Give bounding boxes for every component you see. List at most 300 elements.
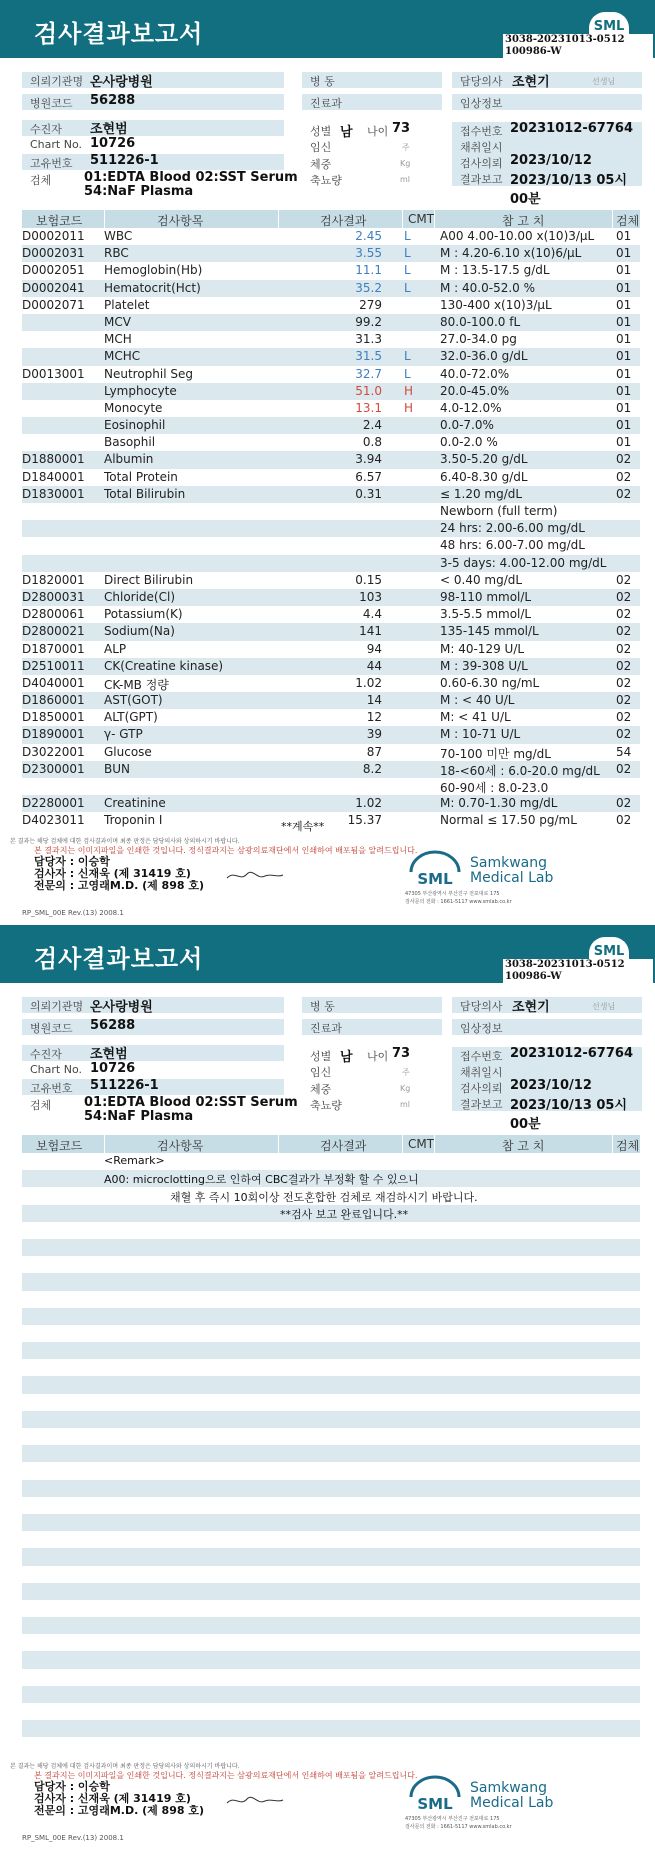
table-row [22, 812, 640, 829]
remarks-table [22, 1153, 640, 1755]
id-value-2: 511226-1 [90, 1078, 159, 1093]
result-flag: H [404, 400, 414, 415]
table-row [22, 1376, 640, 1393]
doctor-value: 조현기 [512, 75, 550, 90]
chart-label-2: Chart No. [30, 1063, 82, 1076]
manager: 담당자 : 이승학 [34, 855, 110, 868]
table-row [22, 1669, 640, 1686]
sml-logo-icon: SML [589, 12, 629, 44]
weight-unit: Kg [400, 159, 411, 168]
result-value: 94 [366, 641, 382, 656]
table-row [22, 1256, 640, 1273]
sml-lab-logo-icon [405, 850, 465, 890]
result-flag: H [404, 383, 414, 398]
result-reference: M : 4.20-6.10 x(10)6/μL [440, 246, 582, 261]
table-row [22, 314, 640, 331]
table-row [22, 1514, 640, 1531]
table-row [22, 658, 640, 675]
table-row [22, 520, 640, 537]
name-label-2: 수진자 [30, 1048, 62, 1061]
hospital-code-label: 병원코드 [30, 97, 73, 110]
result-specimen: 01 [616, 314, 632, 329]
result-reference: M : 10-71 U/L [440, 727, 521, 742]
result-specimen: 02 [616, 607, 632, 622]
request-date-label: 검사의뢰 [460, 157, 503, 170]
dept-label: 진료과 [310, 97, 342, 110]
col-specimen: 검체 [616, 214, 640, 228]
specimen-value-2-2: 54:NaF Plasma [84, 1109, 194, 1124]
request-date-value-2: 2023/10/12 [510, 1078, 592, 1093]
result-reference: Newborn (full term) [440, 504, 558, 518]
result-reference: 40.0-72.0% [440, 366, 510, 381]
result-item: γ- GTP [104, 727, 143, 742]
result-value: 39 [366, 727, 382, 742]
result-specimen: 02 [616, 641, 632, 656]
table-row [22, 795, 640, 812]
result-value: 0.31 [355, 486, 382, 501]
result-reference: 130-400 x(10)3/μL [440, 297, 552, 312]
result-code: D0002051 [22, 263, 85, 278]
form-revision: RP_SML_00E Rev.(13) 2008.1 [22, 909, 124, 917]
table-row [22, 744, 640, 761]
result-flag: L [404, 366, 411, 381]
result-specimen: 01 [616, 280, 632, 295]
result-value: 32.7 [355, 366, 382, 381]
report-date-value: 2023/10/13 05시00분 [510, 173, 628, 207]
result-item: MCHC [104, 349, 141, 364]
result-specimen: 01 [616, 366, 632, 381]
result-reference: 135-145 mmol/L [440, 624, 539, 639]
sml-lab-logo-icon-2 [405, 1775, 465, 1815]
table-row [22, 1566, 640, 1583]
table-row [22, 1617, 640, 1634]
result-code: D2800021 [22, 624, 85, 639]
result-specimen: 02 [616, 813, 632, 828]
result-reference: A00 4.00-10.00 x(10)3/μL [440, 229, 595, 243]
result-reference: 18-<60세 : 6.0-20.0 mg/dL [440, 763, 600, 778]
table-row [22, 1325, 640, 1342]
report-page-2 [0, 925, 655, 1850]
weight-label-2: 체중 [310, 1083, 332, 1096]
table-row [22, 709, 640, 726]
table-row [22, 675, 640, 692]
result-specimen: 01 [616, 418, 632, 433]
table-row [22, 692, 640, 709]
result-item: Eosinophil [104, 418, 166, 433]
result-specimen: 02 [616, 572, 632, 587]
hospital-code-label-2: 병원코드 [30, 1022, 73, 1035]
table-row [22, 641, 640, 658]
table-row [22, 726, 640, 743]
result-item: MCV [104, 314, 131, 329]
result-reference: M: 0.70-1.30 mg/dL [440, 796, 558, 811]
remark-line-1: A00: microclotting으로 인하여 CBC결과가 부정확 할 수 있으니 [104, 1173, 419, 1186]
result-item: ALP [104, 641, 127, 656]
footer-disclaimer-2: 본 결과는 해당 검체에 대한 검사결과이며 최종 판정은 담당의사와 상의하시기 바랍니다. [10, 1763, 240, 1770]
request-date-value: 2023/10/12 [510, 153, 592, 168]
col-item: 검사항목 [157, 214, 204, 228]
result-item: Chloride(Cl) [104, 589, 176, 604]
table-row [22, 1548, 640, 1565]
request-number-2: 3038-20231013-0512 100986-W [503, 959, 653, 983]
result-flag: L [404, 280, 411, 295]
result-reference: 4.0-12.0% [440, 400, 502, 415]
result-specimen: 02 [616, 486, 632, 501]
lab-address: 47305 부산광역시 부산진구 전포대로 175 검사문의 전화 : 1661-5117 www.smlab.co.kr [405, 891, 512, 905]
result-value: 1.02 [355, 796, 382, 811]
table-row [22, 1445, 640, 1462]
table-row [22, 486, 640, 503]
table-row [22, 245, 640, 262]
doctor-value-2: 조현기 [512, 1000, 550, 1015]
inspector: 검사자 : 신재욱 (제 31419 호) [34, 867, 191, 880]
table-row [22, 1720, 640, 1737]
result-code: D1890001 [22, 727, 85, 742]
result-code: D3022001 [22, 744, 85, 759]
result-reference: 20.0-45.0% [440, 383, 510, 398]
result-value: 87 [366, 744, 382, 759]
result-code: D2300001 [22, 761, 85, 776]
result-flag: L [404, 263, 411, 278]
table-row [22, 1583, 640, 1600]
lab-name: Samkwang Medical Lab [470, 855, 554, 886]
specimen-value-1-2: 01:EDTA Blood 02:SST Serum [84, 1095, 298, 1110]
table-row [22, 589, 640, 606]
request-date-label-2: 검사의뢰 [460, 1082, 503, 1095]
doctor-label: 담당의사 [460, 75, 503, 88]
specimen-value-2: 54:NaF Plasma [84, 184, 194, 199]
table-row [22, 280, 640, 297]
specialist: 전문의 : 고영래M.D. (제 898 호) [34, 879, 205, 892]
signature-icon [225, 868, 285, 884]
age-label: 나이 [367, 125, 389, 138]
report-date-label: 결과보고 [460, 173, 503, 186]
institution-label-2: 의뢰기관명 [30, 1000, 84, 1013]
result-flag: L [404, 246, 411, 261]
ward-label: 병 동 [310, 75, 335, 88]
inspector-2: 검사자 : 신재욱 (제 31419 호) [34, 1792, 191, 1805]
urine-label-2: 축뇨량 [310, 1099, 342, 1112]
signatures-2 [34, 1781, 204, 1817]
receipt-value: 20231012-67764 [510, 121, 633, 136]
id-value: 511226-1 [90, 153, 159, 168]
result-reference: 0.0-2.0 % [440, 435, 498, 450]
result-value: 6.57 [355, 469, 382, 484]
table-row [22, 434, 640, 451]
table-row [22, 366, 640, 383]
request-number: 3038-20231013-0512 100986-W [503, 34, 653, 58]
table-row [22, 1222, 640, 1239]
result-item: Basophil [104, 435, 156, 450]
result-value: 14 [366, 693, 382, 708]
result-code: D2510011 [22, 658, 85, 673]
result-code: D1840001 [22, 469, 85, 484]
result-value: 51.0 [355, 383, 382, 398]
chart-label: Chart No. [30, 138, 82, 151]
result-specimen: 02 [616, 727, 632, 742]
result-code: D1820001 [22, 572, 85, 587]
institution-label: 의뢰기관명 [30, 75, 84, 88]
result-item: MCH [104, 332, 132, 347]
table-row [22, 572, 640, 589]
lab-address-2: 47305 부산광역시 부산진구 전포대로 175 검사문의 전화 : 1661-5117 www.smlab.co.kr [405, 1816, 512, 1830]
result-specimen: 02 [616, 469, 632, 484]
result-value: 99.2 [355, 314, 382, 329]
result-code: D1870001 [22, 641, 85, 656]
result-reference: 3.5-5.5 mmol/L [440, 607, 532, 622]
table-row [22, 297, 640, 314]
table-row [22, 1428, 640, 1445]
pregnancy-unit-2: 주 [402, 1068, 410, 1077]
table-row [22, 1291, 640, 1308]
result-flag: L [404, 349, 411, 364]
result-item: Sodium(Na) [104, 624, 175, 639]
result-reference: 6.40-8.30 g/dL [440, 469, 528, 484]
table-row [22, 417, 640, 434]
result-value: 15.37 [347, 813, 382, 828]
report-header [0, 0, 655, 58]
result-reference: 0.0-7.0% [440, 418, 494, 433]
table-row [22, 1634, 640, 1651]
remark-header: <Remark> [104, 1154, 165, 1167]
col-ref-2: 참 고 치 [502, 1139, 545, 1153]
col-result: 검사결과 [320, 214, 367, 228]
result-reference: 0.60-6.30 ng/mL [440, 675, 540, 690]
result-value: 11.1 [355, 263, 382, 278]
pregnancy-label-2: 임신 [310, 1066, 332, 1079]
result-item: Potassium(K) [104, 607, 183, 622]
urine-unit: ml [400, 175, 411, 184]
table-row [22, 1273, 640, 1290]
lab-name-2: Samkwang Medical Lab [470, 1780, 554, 1811]
ward-label-2: 병 동 [310, 1000, 335, 1013]
col-cmt-2: CMT [408, 1137, 435, 1151]
clinical-info-label-2: 임상정보 [460, 1022, 503, 1035]
results-table [22, 228, 640, 830]
age-value-2: 73 [392, 1046, 411, 1061]
doctor-suffix-2: 선생님 [592, 1002, 616, 1011]
result-reference: 80.0-100.0 fL [440, 314, 521, 329]
result-item: Neutrophil Seg [104, 366, 194, 381]
result-item: AST(GOT) [104, 693, 163, 708]
result-code: D0002011 [22, 229, 85, 243]
table-row [22, 1411, 640, 1428]
urine-unit-2: ml [400, 1100, 411, 1109]
result-specimen: 02 [616, 693, 632, 708]
result-code: D0002041 [22, 280, 85, 295]
result-item: BUN [104, 761, 130, 776]
chart-value: 10726 [90, 136, 136, 151]
result-value: 3.55 [355, 246, 382, 261]
receipt-label-2: 접수번호 [460, 1050, 503, 1063]
result-item: CK-MB 정량 [104, 677, 169, 692]
table-row [22, 331, 640, 348]
receipt-value-2: 20231012-67764 [510, 1046, 633, 1061]
sex-value: 남 [340, 125, 353, 140]
age-value: 73 [392, 121, 411, 136]
table-row [22, 1703, 640, 1720]
table-row [22, 228, 640, 245]
doctor-label-2: 담당의사 [460, 1000, 503, 1013]
table-row [22, 606, 640, 623]
result-item: ALT(GPT) [104, 710, 158, 725]
table-row [22, 1686, 640, 1703]
result-item: RBC [104, 246, 129, 261]
receipt-label: 접수번호 [460, 125, 503, 138]
result-specimen: 01 [616, 435, 632, 450]
clinical-info-label: 임상정보 [460, 97, 503, 110]
result-specimen: 02 [616, 710, 632, 725]
result-code: D2800031 [22, 589, 85, 604]
results-table-header-2 [22, 1135, 640, 1153]
result-value: 1.02 [355, 675, 382, 690]
result-value: 31.5 [355, 349, 382, 364]
table-row [22, 1497, 640, 1514]
result-code: D1830001 [22, 486, 85, 501]
result-value: 3.94 [355, 452, 382, 467]
table-row [22, 623, 640, 640]
result-specimen: 01 [616, 400, 632, 415]
collect-label: 채취일시 [460, 141, 503, 154]
name-value-2: 조현범 [90, 1047, 128, 1062]
result-specimen: 02 [616, 675, 632, 690]
report-title-2: 검사결과보고서 [34, 945, 204, 973]
result-item: Platelet [104, 297, 150, 312]
result-item: Creatinine [104, 796, 166, 811]
table-row [22, 761, 640, 778]
table-row [22, 537, 640, 554]
result-reference: 27.0-34.0 pg [440, 332, 517, 347]
result-specimen: 02 [616, 452, 632, 467]
age-label-2: 나이 [367, 1050, 389, 1063]
id-label: 고유번호 [30, 157, 73, 170]
result-value: 44 [366, 658, 382, 673]
collect-label-2: 채취일시 [460, 1066, 503, 1079]
result-value: 2.4 [362, 418, 382, 433]
result-code: D0002031 [22, 246, 85, 261]
specimen-value-1: 01:EDTA Blood 02:SST Serum [84, 170, 298, 185]
svg-text:SML: SML [417, 870, 453, 888]
hospital-code-value-2: 56288 [90, 1018, 136, 1033]
result-item: Monocyte [104, 400, 163, 415]
result-code: D4040001 [22, 675, 85, 690]
table-row [22, 1394, 640, 1411]
specialist-2: 전문의 : 고영래M.D. (제 898 호) [34, 1804, 205, 1817]
urine-label: 축뇨량 [310, 174, 342, 187]
col-specimen-2: 검체 [616, 1139, 640, 1153]
result-reference: M: < 41 U/L [440, 710, 511, 725]
table-row [22, 1600, 640, 1617]
specimen-label-2: 검체 [30, 1099, 52, 1112]
results-table-header [22, 210, 640, 228]
result-code: D0013001 [22, 366, 85, 381]
report-header-2 [0, 925, 655, 983]
result-specimen: 01 [616, 332, 632, 347]
specimen-label: 검체 [30, 174, 52, 187]
result-reference: < 0.40 mg/dL [440, 572, 523, 587]
result-value: 8.2 [362, 761, 382, 776]
sex-label-2: 성별 [310, 1050, 332, 1063]
result-item: WBC [104, 229, 133, 243]
result-value: 0.8 [362, 435, 382, 450]
result-specimen: 01 [616, 297, 632, 312]
report-date-label-2: 결과보고 [460, 1098, 503, 1111]
result-code: D2800061 [22, 607, 85, 622]
col-ref: 참 고 치 [502, 214, 545, 228]
institution-value-2: 온사랑병원 [90, 1000, 153, 1015]
result-specimen: 02 [616, 624, 632, 639]
result-reference: M : 13.5-17.5 g/dL [440, 263, 550, 278]
col-item-2: 검사항목 [157, 1139, 204, 1153]
signature-icon-2 [225, 1793, 285, 1809]
sex-label: 성별 [310, 125, 332, 138]
weight-unit-2: Kg [400, 1084, 411, 1093]
table-row [22, 1308, 640, 1325]
result-code: D1880001 [22, 452, 85, 467]
result-value: 141 [359, 624, 382, 639]
table-row [22, 383, 640, 400]
result-reference: Normal ≤ 17.50 pg/mL [440, 813, 577, 828]
result-reference: 98-110 mmol/L [440, 589, 532, 604]
table-row [22, 262, 640, 279]
table-row [22, 1239, 640, 1256]
manager-2: 담당자 : 이승학 [34, 1780, 110, 1793]
result-specimen: 02 [616, 761, 632, 776]
result-item: Total Bilirubin [104, 486, 186, 501]
id-label-2: 고유번호 [30, 1082, 73, 1095]
table-row [22, 348, 640, 365]
result-code: D0002071 [22, 297, 85, 312]
hospital-code-value: 56288 [90, 93, 136, 108]
continued-text: **계속** [281, 820, 325, 833]
institution-value: 온사랑병원 [90, 75, 153, 90]
result-specimen: 01 [616, 229, 632, 243]
result-code: D1860001 [22, 693, 85, 708]
col-code: 보험코드 [36, 214, 83, 228]
table-row [22, 469, 640, 486]
result-value: 279 [359, 297, 382, 312]
result-reference: M : < 40 U/L [440, 693, 515, 708]
result-value: 35.2 [355, 280, 382, 295]
result-item: Total Protein [104, 469, 178, 484]
report-date-value-2: 2023/10/13 05시00분 [510, 1098, 628, 1132]
sex-value-2: 남 [340, 1050, 353, 1065]
sml-logo-icon-2: SML [589, 937, 629, 969]
result-reference: 70-100 미만 mg/dL [440, 746, 551, 761]
result-reference: M : 39-308 U/L [440, 658, 528, 673]
table-row [22, 503, 640, 520]
result-specimen: 01 [616, 246, 632, 261]
result-value: 31.3 [355, 332, 382, 347]
result-specimen: 54 [616, 744, 632, 759]
footer-disclaimer: 본 결과는 해당 검체에 대한 검사결과이며 최종 판정은 담당의사와 상의하시기 바랍니다. [10, 838, 240, 845]
result-reference: 3.50-5.20 g/dL [440, 452, 528, 467]
footer-notice: 본 결과지는 이미지파일을 인쇄한 것입니다. 정식결과지는 삼광의료재단에서 인쇄하여 배포됨을 알려드립니다. [34, 846, 418, 855]
col-code-2: 보험코드 [36, 1139, 83, 1153]
result-reference: 48 hrs: 6.00-7.00 mg/dL [440, 538, 585, 553]
table-row [22, 1462, 640, 1479]
result-value: 12 [366, 710, 382, 725]
signatures [34, 856, 204, 892]
result-value: 13.1 [355, 400, 382, 415]
pregnancy-unit: 주 [402, 143, 410, 152]
table-row [22, 1480, 640, 1497]
doctor-suffix: 선생님 [592, 77, 616, 86]
result-specimen: 01 [616, 263, 632, 278]
pregnancy-label: 임신 [310, 141, 332, 154]
report-title: 검사결과보고서 [34, 20, 204, 48]
result-item: Lymphocyte [104, 383, 177, 398]
